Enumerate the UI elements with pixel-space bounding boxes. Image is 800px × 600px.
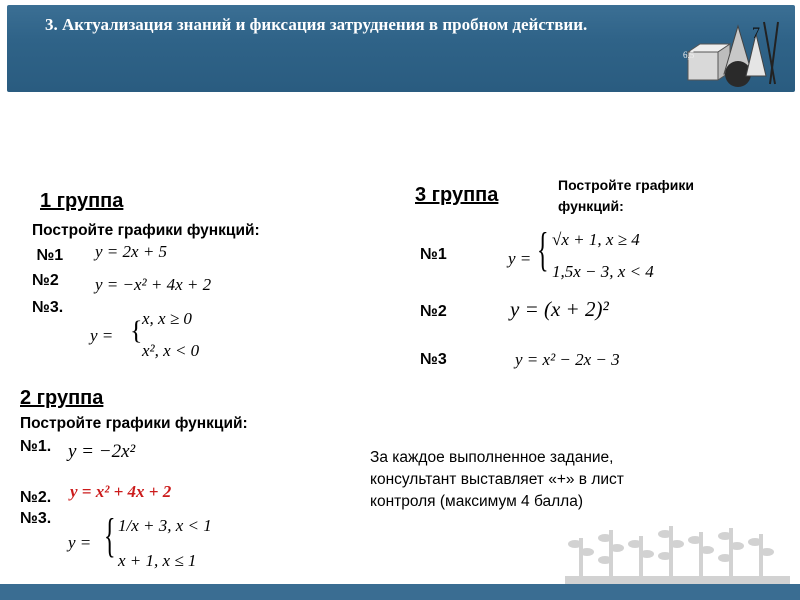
scoring-note-line3: контроля (максимум 4 балла) (370, 493, 583, 510)
group1-item3-brace: { (130, 316, 143, 345)
slide-title: 3. Актуализация знаний и фиксация затруднения в пробном действии. (45, 15, 588, 34)
group3-title: 3 группа (415, 184, 499, 206)
group2-item2-formula: y = x² + 4x + 2 (70, 482, 172, 501)
group2-task: Постройте графики функций: (20, 415, 248, 432)
group3-item1-bottom: 1,5x − 3, x < 4 (552, 262, 654, 281)
group1-item3-label: №3. (32, 299, 64, 316)
group3-item2-formula: y = (x + 2)² (510, 297, 609, 321)
group2-item3-brace: { (104, 509, 116, 562)
group3-item1-lhs: y = (508, 249, 532, 268)
group3-item3-formula: y = x² − 2x − 3 (515, 350, 620, 369)
group3-item3-label: №3 (420, 351, 447, 368)
group1-item3-top: x, x ≥ 0 (142, 309, 192, 328)
group1-item1-label: №1 (32, 247, 64, 264)
group2-item3-top: 1/x + 3, x < 1 (118, 516, 212, 535)
group2-item3-bottom: x + 1, x ≤ 1 (118, 551, 197, 570)
group1-title: 1 группа (40, 190, 124, 212)
group1-item2-formula: y = −x² + 4x + 2 (95, 275, 212, 294)
group1-item3-lhs: y = (90, 326, 114, 345)
group1-item1-formula: y = 2x + 5 (95, 242, 168, 261)
group2-item1-label: №1. (20, 438, 52, 455)
group1-item2-label: №2 (32, 272, 59, 289)
scoring-note-line2: консультант выставляет «+» в лист (370, 471, 624, 488)
group3-item1-brace: { (537, 223, 549, 276)
group3-task: Постройте графики функций: (558, 177, 694, 214)
group3-item1-top: √x + 1, x ≥ 4 (552, 230, 640, 249)
geometric-shapes-icon (680, 14, 795, 94)
group2-title: 2 группа (20, 387, 104, 409)
group1-item3-bottom: x², x < 0 (142, 341, 200, 360)
scoring-note-line1: За каждое выполненное задание, (370, 449, 614, 466)
group2-item3-lhs: y = (68, 533, 92, 552)
group2-item2-label: №2. (20, 489, 52, 506)
svg-text:7: 7 (752, 25, 760, 42)
bottom-bar (0, 584, 800, 600)
scoring-note (370, 447, 624, 513)
group1-task: Постройте графики функций: (32, 222, 260, 239)
plant-silhouettes-icon (565, 518, 790, 584)
group3-item1-label: №1 (420, 246, 447, 263)
group2-item1-formula: y = −2x² (68, 441, 136, 462)
svg-text:6,5: 6,5 (683, 50, 695, 60)
group3-item2-label: №2 (420, 303, 447, 320)
group2-item3-label: №3. (20, 510, 52, 527)
